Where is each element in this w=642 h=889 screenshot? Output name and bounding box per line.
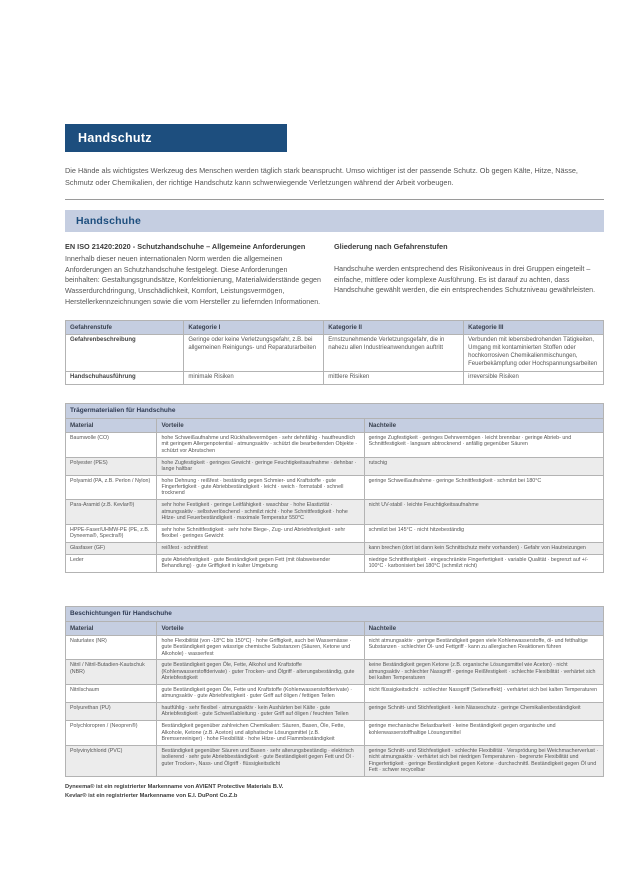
cell-material: Polyurethan (PU): [66, 703, 157, 721]
column-header: Kategorie I: [184, 321, 324, 335]
column-header: Vorteile: [157, 622, 364, 636]
table-row: [66, 475, 604, 500]
cell-material: HPPE-Faser/UHMW-PE (PE, z.B. Dyneema®, Spectra®): [66, 524, 157, 542]
cell-k2: Ernstzunehmende Verletzungsgefahr, die in nahezu allen Industrieanwendungen auftritt: [324, 335, 464, 372]
cell-cons: nicht flüssigkeitsdicht · schlechter Nassgriff (Seiteneffekt) · verhärtet sich bei kalten Temperaturen: [364, 684, 603, 702]
cell-material: Polyester (PES): [66, 457, 157, 475]
column-header: Vorteile: [157, 419, 364, 433]
cell-pros: hohe Dehnung · reißfest · beständig gegen Schmier- und Kraftstoffe · gute Fingerfertigkeit · gute Abriebbeständigkeit · leicht · weich · formstabil · schnell trocknend: [157, 475, 364, 500]
cell-k1: Geringe oder keine Verletzungsgefahr, z.B. bei allgemeinen Reinigungs- und Reparaturarbeiten: [184, 335, 324, 372]
cell-cons: rutschig: [364, 457, 603, 475]
cell-pros: gute Beständigkeit gegen Öle, Fette, Alkohol und Kraftstoffe (Kohlenwasserstoffderivate) · guter Trocken- und Ölgriff · alterungsbeständig, gute Abriebfestigkeit: [157, 660, 364, 685]
cell-material: Baumwolle (CO): [66, 433, 157, 458]
risk-levels-heading: Gliederung nach Gefahrenstufen: [334, 242, 448, 252]
cell-cons: niedrige Schnittfestigkeit · eingeschränkte Fingerfertigkeit · variable Qualität · begrenzt auf +/- 100°C · karbonisiert bei 180°C (schmilzt nicht): [364, 554, 603, 572]
cell-pros: reißfest · schnittfest: [157, 542, 364, 554]
cell-material: Nitril / Nitril-Butadien-Kautschuk (NBR): [66, 660, 157, 685]
cell-pros: gute Abriebfestigkeit · gute Beständigkeit gegen Fett (mit ölabweisender Behandlung) · gute Griffigkeit in kalter Umgebung: [157, 554, 364, 572]
cell-k3: irreversible Risiken: [464, 371, 604, 384]
table-row: [66, 500, 604, 525]
cell-label: Gefahrenbeschreibung: [66, 335, 184, 372]
column-header: Nachteile: [364, 622, 603, 636]
cell-material: Polyvinylchlorid (PVC): [66, 745, 157, 776]
table-row: [66, 745, 604, 776]
column-header: Kategorie II: [324, 321, 464, 335]
table-row: [66, 635, 604, 660]
base-materials-table: [65, 403, 604, 573]
table-title: Beschichtungen für Handschuhe: [66, 607, 604, 622]
cell-k2: mittlere Risiken: [324, 371, 464, 384]
footnote-kevlar: Kevlar® ist ein registrierter Markenname von E.I. DuPont Co.Z.b: [65, 792, 238, 799]
cell-cons: schmilzt bei 145°C · nicht hitzebeständig: [364, 524, 603, 542]
cell-cons: geringe Schnitt- und Stichfestigkeit · kein Nässeschutz · geringe Chemikalienbeständigkeit: [364, 703, 603, 721]
table-header-row: [66, 622, 604, 636]
risk-table-header-row: [66, 321, 604, 335]
column-header: Material: [66, 419, 157, 433]
table-row: [66, 721, 604, 746]
table-row: [66, 660, 604, 685]
page-title: Handschutz: [65, 124, 287, 152]
table-header-row: [66, 419, 604, 433]
table-title-row: [66, 404, 604, 419]
cell-material: Polychloropren / (Neopren®): [66, 721, 157, 746]
risk-categories-table: [65, 320, 604, 385]
cell-label: Handschuhausführung: [66, 371, 184, 384]
cell-pros: sehr hohe Schnittfestigkeit · sehr hohe Biege-, Zug- und Abriebfestigkeit · sehr flexibel · geringes Gewicht: [157, 524, 364, 542]
cell-cons: nicht UV-stabil · leichte Feuchtigkeitsaufnahme: [364, 500, 603, 525]
cell-cons: geringe Schnitt- und Stichfestigkeit · schlechte Flexibilität · Versprödung bei Weichmacherverlust · nicht atmungsaktiv · verhärtet sich bei niedrigen Temperaturen · begrenzte Flexibilität und Fingerfertigkeit · geringe Beständigkeit gegen Ketone · durchschnittl. Beständigkeit gegen Öl und Fett · schwer recycelbar: [364, 745, 603, 776]
cell-pros: gute Beständigkeit gegen Öle, Fette und Kraftstoffe (Kohlenwasserstoffderivate) · atmungsaktiv · gute Abriebfestigkeit · guter Griff auf öligen / fettigen Teilen: [157, 684, 364, 702]
intro-columns: [65, 242, 604, 307]
divider: [65, 199, 604, 200]
cell-pros: hohe Schweißaufnahme und Rückhaltevermögen · sehr dehnfähig · hautfreundlich mit geringem Allergenpotential · atmungsaktiv · schützt die bearbeitenden Objekte · schützt vor Abrutschen: [157, 433, 364, 458]
table-row: [66, 554, 604, 572]
cell-material: Leder: [66, 554, 157, 572]
column-header: Kategorie III: [464, 321, 604, 335]
cell-pros: hohe Flexibilität (von -18°C bis 150°C) · hohe Griffigkeit, auch bei Wassernässe · gute Beständigkeit gegen wässrige chemische Substanzen (Säuren, Ketone und Alkohole) · wasserfest: [157, 635, 364, 660]
norm-body: Innerhalb dieser neuen internationalen Norm werden die allgemeinen Anforderungen an Schutzhandschuhe festgelegt. Diese Anforderungen beinhalten: Gestaltungsgrundsätze, Konfektionierung, Materialwiderstände gegen Wasserdurchdringung, Unschädlichkeit, Komfort, Leistungsvermögen, Herstellerkennzeichnungen sowie die vom Hersteller zu liefernden Informationen.: [65, 255, 321, 306]
cell-cons: geringe Schweißaufnahme · geringe Schnittfestigkeit · schmilzt bei 180°C: [364, 475, 603, 500]
cell-pros: sehr hohe Festigkeit · geringe Leitfähigkeit · waschbar · hohe Elastizität · atmungsaktiv · selbstverlöschend · schmilzt nicht · hohe Schnittfestigkeit · hohe Hitze- und Feuerbeständigkeit · maximale Temperatur 550°C: [157, 500, 364, 525]
cell-pros: hohe Zugfestigkeit · geringes Gewicht · geringe Feuchtigkeitsaufnahme · dehnbar · lange haltbar: [157, 457, 364, 475]
table-row: [66, 684, 604, 702]
cell-k1: minimale Risiken: [184, 371, 324, 384]
cell-material: Para-Aramid (z.B. Kevlar®): [66, 500, 157, 525]
risk-levels-column: [334, 242, 604, 307]
cell-cons: keine Beständigkeit gegen Ketone (z.B. organische Lösungsmittel wie Aceton) · nicht atmungsaktiv · schlechter Nassgriff · geringe Reißfestigkeit · schlechte Flexibilität · verhärtet sich bei kalten Temperaturen: [364, 660, 603, 685]
table-row: [66, 524, 604, 542]
norm-heading: EN ISO 21420:2020 - Schutzhandschuhe – Allgemeine Anforderungen: [65, 242, 306, 252]
risk-table-head: [66, 321, 604, 335]
cell-material: Polyamid (PA, z.B. Perlon / Nylon): [66, 475, 157, 500]
cell-material: Nitrilschaum: [66, 684, 157, 702]
cell-pros: Beständigkeit gegenüber zahlreichen Chemikalien: Säuren, Basen, Öle, Fette, Alkohole, Ketone (z.B. Aceton) und aliphatische Lösungsmittel (z.B. Bremsenreiniger) · hohe Flexibilität · hohe Hitze- und Flammbeständigkeit: [157, 721, 364, 746]
trademark-footnotes: [65, 783, 604, 801]
base-materials-table-body: [66, 433, 604, 573]
coatings-table-body: [66, 635, 604, 776]
coatings-table-head: [66, 607, 604, 636]
cell-cons: nicht atmungsaktiv · geringe Beständigkeit gegen viele Kohlenwasserstoffe, öl- und fetthaltige Substanzen · schlechter Öl- und Fettgriff · kann zu allergischen Reaktionen führen: [364, 635, 603, 660]
table-title: Trägermaterialien für Handschuhe: [66, 404, 604, 419]
table-title-row: [66, 607, 604, 622]
cell-cons: geringe Zugfestigkeit · geringes Dehnvermögen · leicht brennbar · geringe Abrieb- und Schnittfestigkeit · langsam abtrocknend · anfällig gegenüber Säuren: [364, 433, 603, 458]
cell-cons: geringe mechanische Belastbarkeit · keine Beständigkeit gegen organische und kohlenwasserstoffhaltige Lösungsmittel: [364, 721, 603, 746]
risk-table-body: [66, 335, 604, 385]
table-row: [66, 371, 604, 384]
cell-k3: Verbunden mit lebensbedrohenden Tätigkeiten, Umgang mit kontaminierten Stoffen oder hochkorrosiven Chemikalienmischungen, Feuerbekämpfung oder Hochspannungsarbeiten: [464, 335, 604, 372]
cell-pros: hautfühlig · sehr flexibel · atmungsaktiv · kein Aushärten bei Kälte · gute Abriebfestigkeit · gute Schweißableitung · guter Griff auf öligen / feuchten Teilen: [157, 703, 364, 721]
cell-material: Naturlatex (NR): [66, 635, 157, 660]
cell-material: Glasfaser (GF): [66, 542, 157, 554]
table-row: [66, 335, 604, 372]
intro-text: Die Hände als wichtigstes Werkzeug des Menschen werden täglich stark beansprucht. Umso wichtiger ist der passende Schutz. Ob gegen Kälte, Hitze, Nässe, Schmutz oder Chemikalien, der richtige Handschutz kann schwerwiegende Verletzungen während der Arbeit vorbeugen.: [65, 166, 578, 187]
table-row: [66, 542, 604, 554]
column-header: Gefahrenstufe: [66, 321, 184, 335]
cell-cons: kann brechen (dort ist dann kein Schnittschutz mehr vorhanden) · Gefahr von Hautreizungen: [364, 542, 603, 554]
column-header: Nachteile: [364, 419, 603, 433]
footnote-dyneema: Dyneema® ist ein registrierter Markenname von AVIENT Protective Materials B.V.: [65, 783, 284, 790]
table-row: [66, 457, 604, 475]
coatings-table: [65, 606, 604, 777]
base-materials-table-head: [66, 404, 604, 433]
table-row: [66, 703, 604, 721]
norm-column: [65, 242, 321, 307]
cell-pros: Beständigkeit gegenüber Säuren und Basen · sehr alterungsbeständig · elektrisch isolierend · sehr gute Abriebbeständigkeit · gute Beständigkeit gegen Fett und Öl · guter Trocken-, Nass- und Ölgriff · flüssigkeitsdicht: [157, 745, 364, 776]
risk-levels-body: Handschuhe werden entsprechend des Risikoniveaus in drei Gruppen eingeteilt – einfache, mittlere oder komplexe Ausführung. Es ist darauf zu achten, dass Handschuhe gewählt werden, die ein entsprechendes Schutzniveau gewährleisten.: [334, 265, 596, 295]
table-row: [66, 433, 604, 458]
column-header: Material: [66, 622, 157, 636]
section-header-handschuhe: Handschuhe: [65, 210, 604, 232]
